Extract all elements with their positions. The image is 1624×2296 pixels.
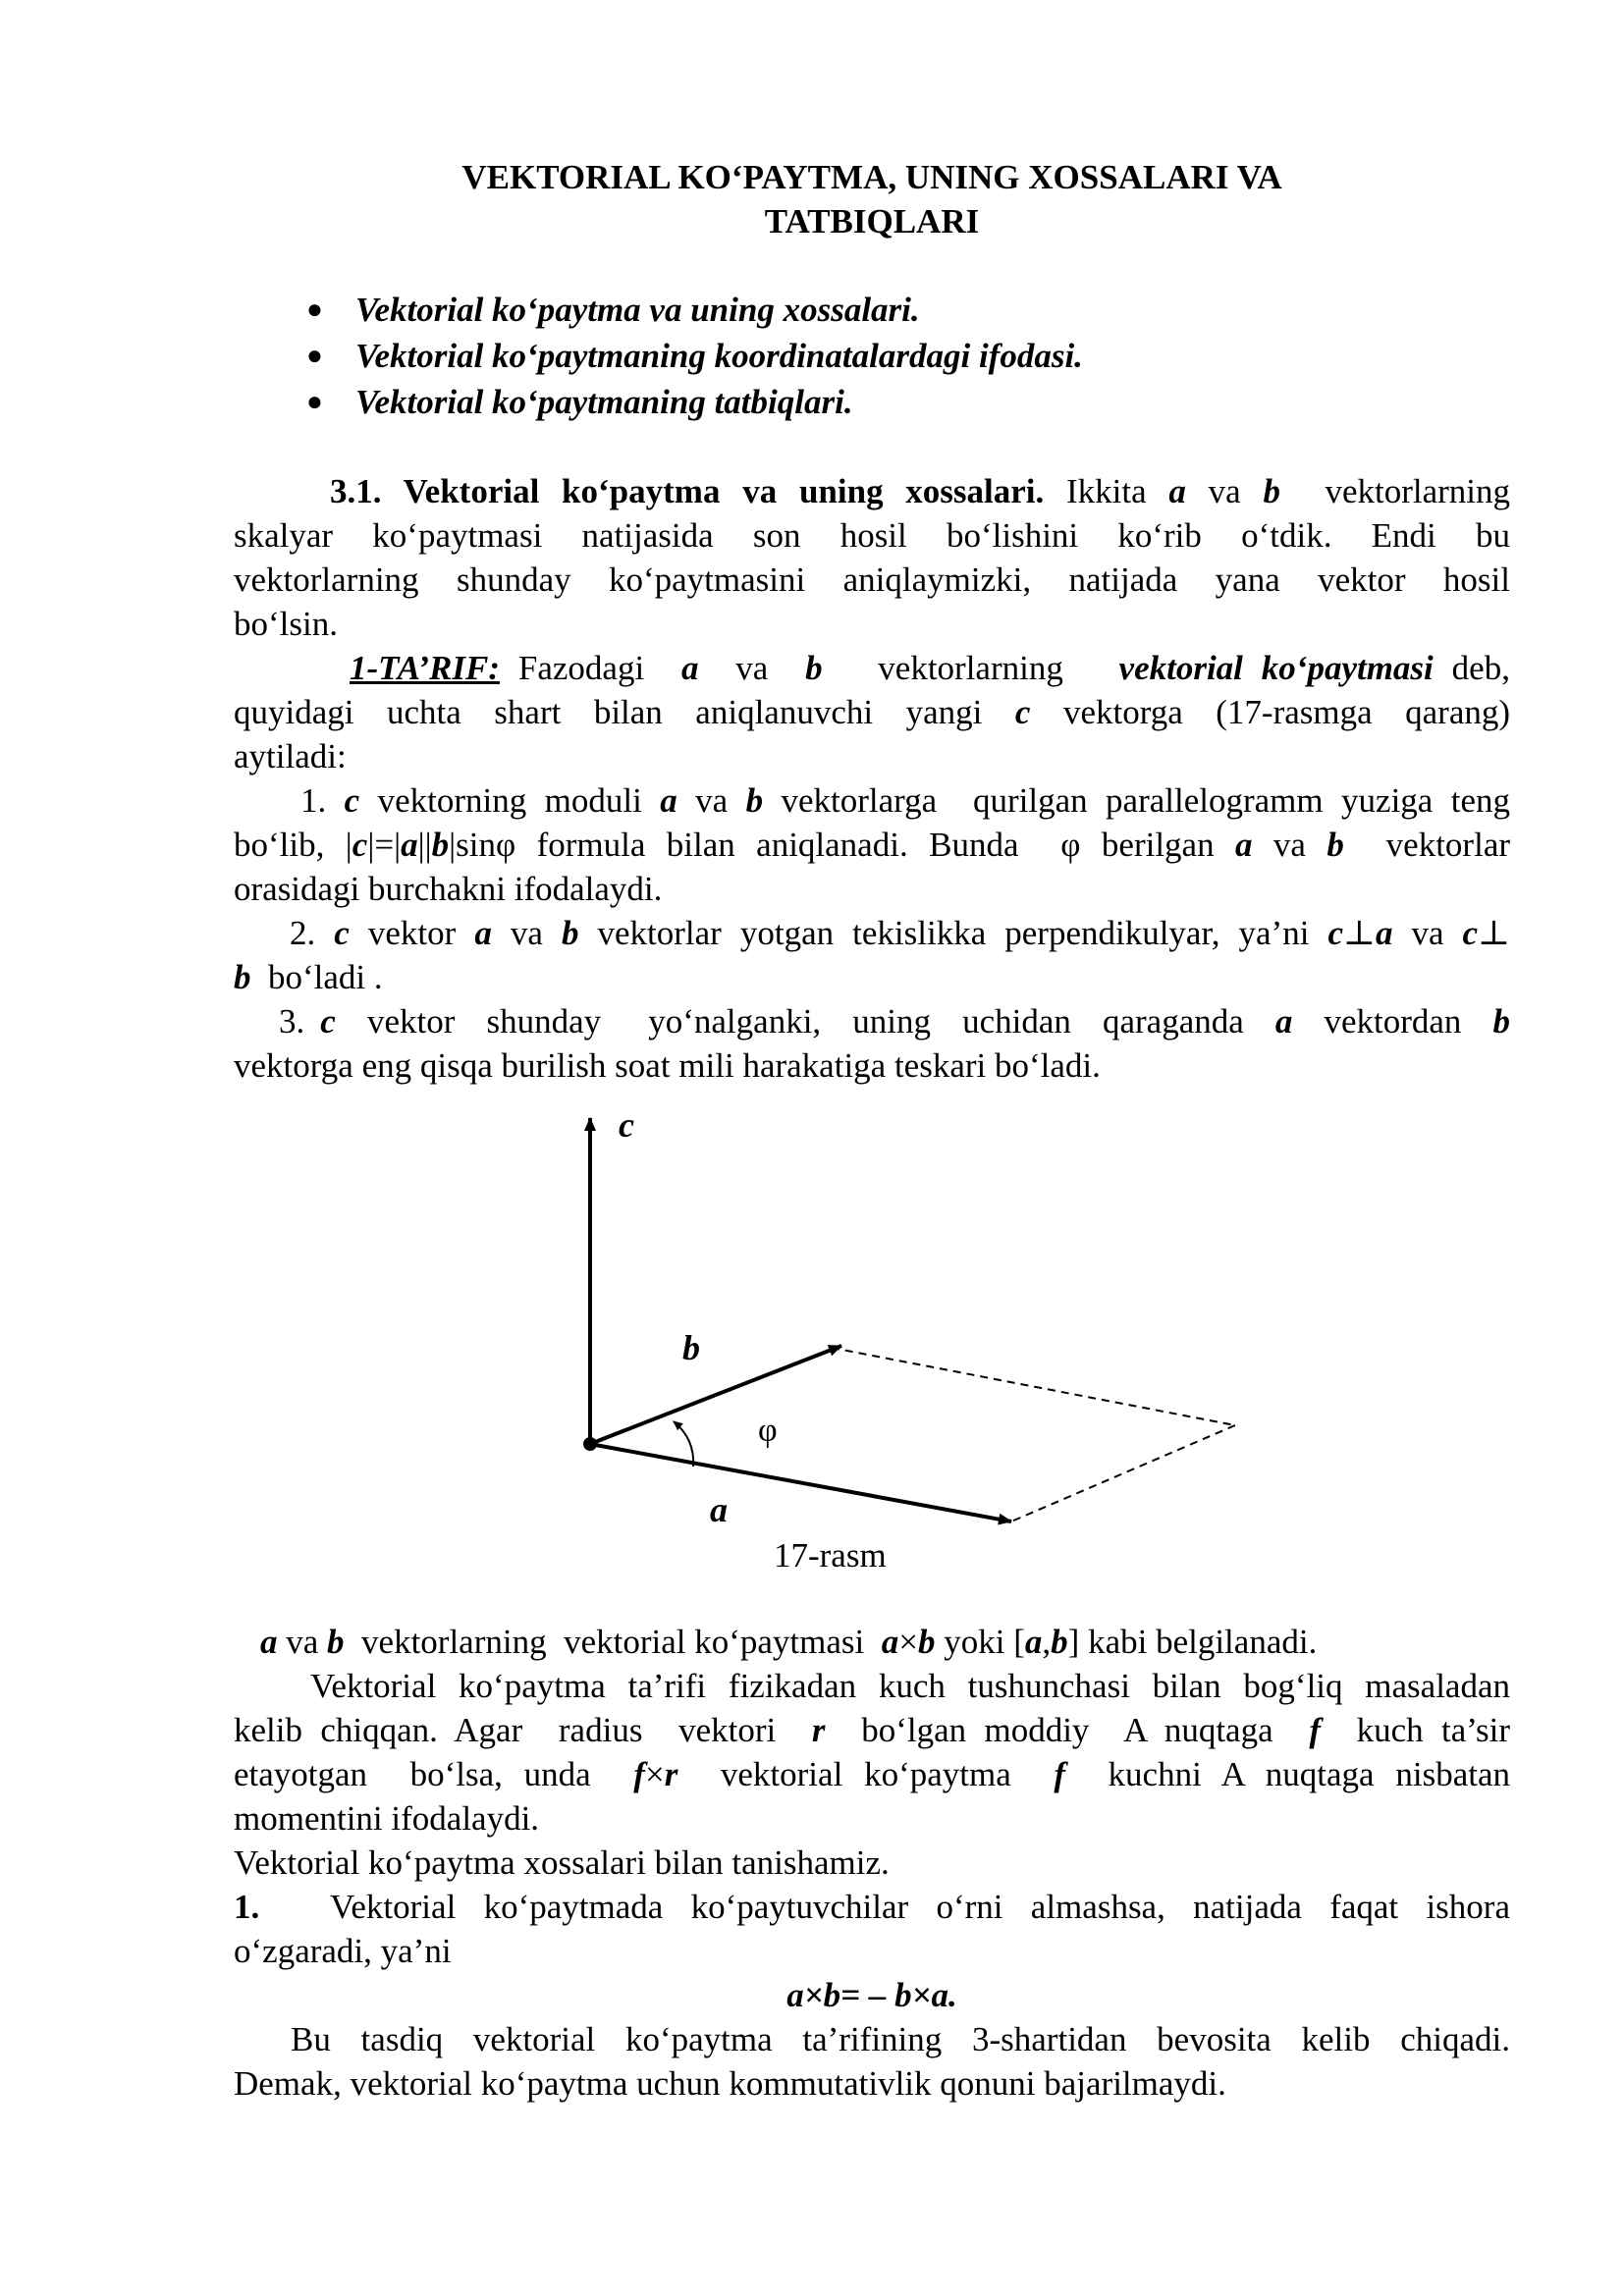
- section-heading: 3.1. Vektorial ko‘paytma va uning xossalari.: [330, 472, 1045, 510]
- label-a: a: [710, 1490, 728, 1529]
- definition-label: 1-TA’RIF:: [350, 649, 500, 687]
- definition-line-1: 1-TA’RIF: Fazodagi a va b vektorlarning vektorial ko‘paytmasi deb,: [350, 649, 1510, 687]
- condition-2-line-2: b bo‘ladi .: [234, 958, 383, 996]
- condition-2-line-1: 2. c vektor a va b vektorlar yotgan tekislikka perpendikulyar, ya’ni c⊥a va c⊥: [290, 914, 1511, 952]
- condition-1-line-3: orasidagi burchakni ifodalaydi.: [234, 870, 663, 908]
- section-intro-line-1: 3.1. Vektorial ko‘paytma va uning xossalari. Ikkita a va b vektorlarning: [330, 472, 1510, 510]
- property-1-line-1: 1. Vektorial ko‘paytmada ko‘paytuvchilar o‘rni almashsa, natijada faqat ishora: [234, 1885, 1510, 1929]
- label-c: c: [619, 1105, 634, 1145]
- property-1-line-2: o‘zgaradi, ya’ni: [234, 1932, 452, 1970]
- outline-item: ● Vektorial ko‘paytmaning tatbiqlari.: [297, 379, 1083, 425]
- conclusion-line-1: Bu tasdiq vektorial ko‘paytma ta’rifining 3-shartidan bevosita kelib chiqadi.: [291, 2020, 1510, 2058]
- parallelogram-edge-right: [1011, 1425, 1235, 1522]
- condition-1-line-2: bo‘lib, |c|=|a||b|sinφ formula bilan aniqlanadi. Bunda φ berilgan a va b vektorlar: [234, 826, 1511, 864]
- definition-line-2: quyidagi uchta shart bilan aniqlanuvchi yangi c vektorga (17-rasmga qarang): [234, 693, 1511, 731]
- parallelogram-edge-top: [832, 1348, 1235, 1425]
- figure-caption: 17-rasm: [774, 1536, 887, 1571]
- bullet-icon: ●: [306, 341, 323, 371]
- topic-outline: [297, 287, 1083, 425]
- vector-a-arrow: [590, 1444, 1011, 1522]
- vector-b-arrow: [590, 1346, 841, 1444]
- label-b: b: [682, 1328, 700, 1367]
- condition-3-line-1: 3. c vektor shunday yo‘nalganki, uning uchidan qaraganda a vektordan b: [279, 1002, 1510, 1041]
- label-phi: φ: [758, 1413, 778, 1449]
- physics-line-4: momentini ifodalaydi.: [234, 1799, 540, 1838]
- outline-item: ● Vektorial ko‘paytmaning koordinatalardagi ifodasi.: [297, 333, 1083, 379]
- section-intro-line-3: vektorlarning shunday ko‘paytmasini aniqlaymizki, natijada yana vektor hosil: [234, 561, 1510, 599]
- property-1-number: 1.: [234, 1888, 260, 1926]
- physics-line-2: kelib chiqqan. Agar radius vektori r bo‘lgan moddiy A nuqtaga f kuch ta’sir: [234, 1711, 1510, 1749]
- anticommutativity-formula: a×b= – b×a.: [786, 1976, 957, 2014]
- conclusion-line-2: Demak, vektorial ko‘paytma uchun kommutativlik qonuni bajarilmaydi.: [234, 2064, 1226, 2103]
- notation-line: a va b vektorlarning vektorial ko‘paytmasi a×b yoki [a,b] kabi belgilanadi.: [260, 1623, 1318, 1661]
- condition-3-line-2: vektorga eng qisqa burilish soat mili harakatiga teskari bo‘ladi.: [234, 1046, 1101, 1085]
- bullet-icon: ●: [306, 294, 323, 325]
- properties-intro: Vektorial ko‘paytma xossalari bilan tanishamiz.: [234, 1843, 890, 1882]
- definition-line-3: aytiladi:: [234, 737, 347, 775]
- section-intro-line-4: bo‘lsin.: [234, 605, 338, 643]
- bullet-icon: ●: [306, 387, 323, 417]
- section-intro-line-2: skalyar ko‘paytmasi natijasida son hosil bo‘lishini ko‘rib o‘tdik. Endi bu: [234, 516, 1510, 555]
- page-title-line-1: VEKTORIAL KO‘PAYTMA, UNING XOSSALARI VA: [461, 158, 1282, 196]
- vector-product-figure: [550, 1099, 1257, 1571]
- outline-item: ● Vektorial ko‘paytma va uning xossalari.: [297, 287, 1083, 333]
- physics-line-3: etayotgan bo‘lsa, unda f×r vektorial ko‘paytma f kuchni A nuqtaga nisbatan: [234, 1755, 1511, 1793]
- origin-point: [583, 1437, 597, 1451]
- condition-1-line-1: 1. c vektorning moduli a va b vektorlarga qurilgan parallelogramm yuziga teng: [300, 781, 1510, 820]
- page-title-line-2: TATBIQLARI: [764, 202, 980, 240]
- physics-line-1: Vektorial ko‘paytma ta’rifi fizikadan kuch tushunchasi bilan bog‘liq masaladan: [310, 1667, 1510, 1705]
- definition-term: vektorial ko‘paytmasi: [1118, 649, 1434, 687]
